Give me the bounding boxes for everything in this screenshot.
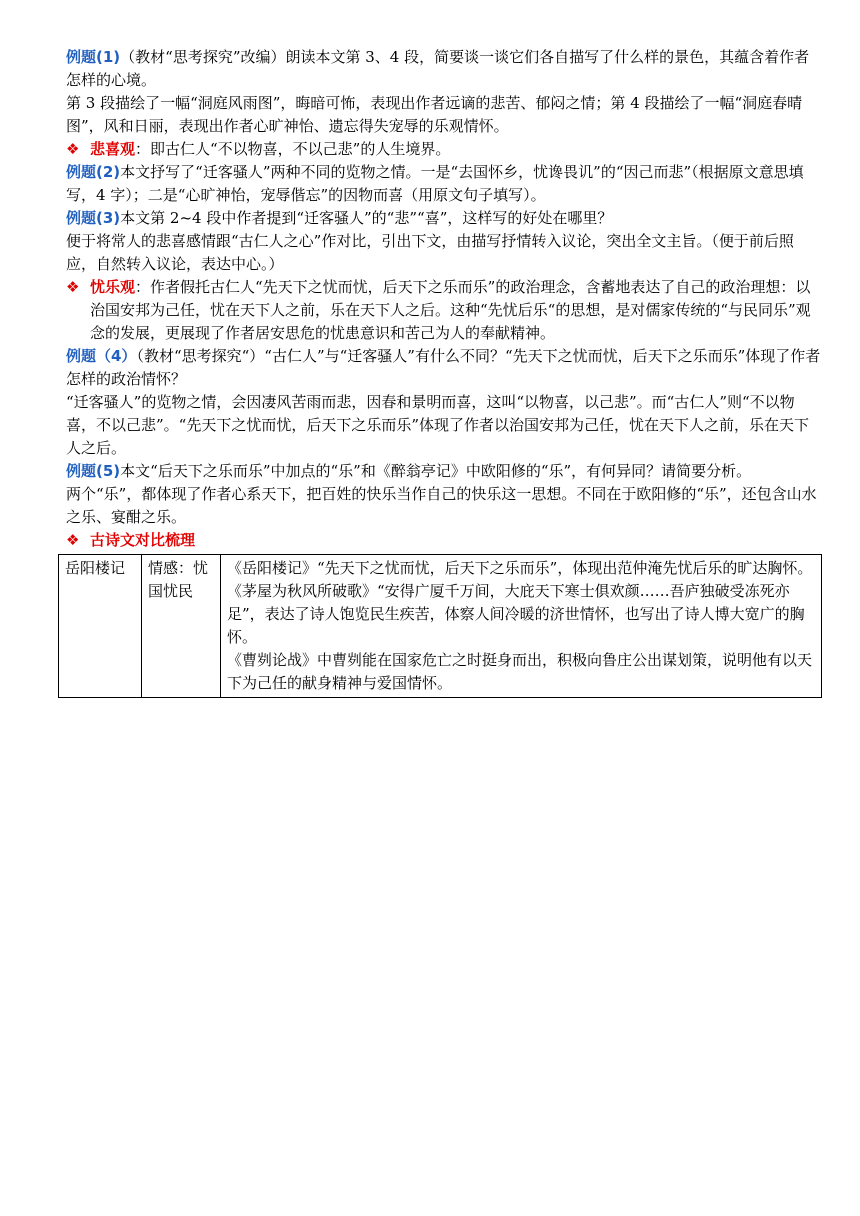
- document-page: [66, 46, 822, 698]
- example-5-answer: 两个“乐”，都体现了作者心系天下，把百姓的快乐当作自己的快乐这一思想。不同在于欧阳修的“乐”，还包含山水之乐、宴酣之乐。: [66, 485, 817, 526]
- beixi-label: 悲喜观: [90, 140, 136, 158]
- comparison-table: [58, 554, 822, 698]
- example-5-question-text: 本文“后天下之乐而乐”中加点的“乐”和《醉翁亭记》中欧阳修的“乐”，有何异同？请简要分析。: [120, 462, 752, 480]
- table-cell-content: [221, 555, 822, 698]
- example-3-question-text: 本文第 2~4 段中作者提到“迁客骚人”的“悲”“喜”，这样写的好处在哪里？: [120, 209, 613, 227]
- example-2-label: 例题(2): [66, 163, 121, 181]
- table-cell-emotion: 情感：忧国忧民: [142, 555, 221, 698]
- example-4-question: [66, 345, 822, 391]
- diamond-bullet-icon: ❖: [66, 278, 80, 296]
- example-1-question-text: （教材“思考探究”改编）朗读本文第 3、4 段，简要谈一谈它们各自描写了什么样的景色，其蕴含着作者怎样的心境。: [66, 48, 810, 89]
- example-5-question: [66, 460, 822, 483]
- compare-heading: [66, 529, 822, 552]
- beixi-section: [66, 138, 822, 161]
- table-line: 《岳阳楼记》“先天下之忧而忧，后天下之乐而乐”，体现出范仲淹先忧后乐的旷达胸怀。: [227, 559, 813, 577]
- diamond-bullet-icon: ❖: [66, 531, 80, 549]
- example-3-question: [66, 207, 822, 230]
- example-2: [66, 161, 822, 207]
- compare-heading-text: 古诗文对比梳理: [90, 531, 196, 549]
- table-line: 《茅屋为秋风所破歌》“安得广厦千万间，大庇天下寒士俱欢颜……吾庐独破受冻死亦足”，表达了诗人饱览民生疾苦，体察人间冷暖的济世情怀，也写出了诗人博大宽广的胸怀。: [227, 582, 805, 646]
- table-line: 《曹刿论战》中曹刿能在国家危亡之时挺身而出，积极向鲁庄公出谋划策，说明他有以天下为己任的献身精神与爱国情怀。: [227, 651, 813, 692]
- example-1-label: 例题(1): [66, 48, 121, 66]
- example-1-question: [66, 46, 822, 92]
- example-1-answer: 第 3 段描绘了一幅“洞庭风雨图”，晦暗可怖，表现出作者远谪的悲苦、郁闷之情；第 4 段描绘了一幅“洞庭春晴图”，风和日丽，表现出作者心旷神怡、遗忘得失宠辱的乐观情怀。: [66, 94, 803, 135]
- example-3-answer: 便于将常人的悲喜感情跟“古仁人之心”作对比，引出下文，由描写抒情转入议论，突出全文主旨。（便于前后照应，自然转入议论，表达中心。）: [66, 232, 794, 273]
- example-4-question-text: （教材“思考探究“）“古仁人”与“迁客骚人”有什么不同？“先天下之忧而忧，后天下之乐而乐”体现了作者怎样的政治情怀？: [66, 347, 821, 388]
- youle-label: 忧乐观: [90, 278, 136, 296]
- example-5-label: 例题(5): [66, 462, 121, 480]
- example-4-answer: “迁客骚人”的览物之情，会因凄风苦雨而悲，因春和景明而喜，这叫“以物喜，以己悲”。而“古仁人”则“不以物喜，不以己悲”。“先天下之忧而忧，后天下之乐而乐”体现了作者以治国安邦为己任，忧在天下人之前，乐在天下人之后。: [66, 393, 810, 457]
- youle-text: ：作者假托古仁人“先天下之忧而忧，后天下之乐而乐”的政治理念，含蓄地表达了自己的政治理想：以治国安邦为己任，忧在天下人之前，乐在天下人之后。这种“先忧后乐“的思想，是对儒家传统的“与民同乐”观念的发展，更展现了作者居安思危的忧患意识和苦己为人的奉献精神。: [90, 278, 811, 342]
- example-3-label: 例题(3): [66, 209, 121, 227]
- example-4-label: 例题（4）: [66, 347, 137, 365]
- diamond-bullet-icon: ❖: [66, 140, 80, 158]
- table-cell-title: 岳阳楼记: [59, 555, 142, 698]
- example-2-text: 本文抒写了“迁客骚人”两种不同的览物之情。一是“去国怀乡，忧谗畏讥”的“因己而悲”（根据原文意思填写，4 字）；二是“心旷神怡，宠辱偕忘”的因物而喜（用原文句子填写）。: [66, 163, 804, 204]
- table-row: [59, 555, 822, 698]
- youle-section: [66, 276, 822, 345]
- beixi-text: ：即古仁人“不以物喜，不以己悲”的人生境界。: [135, 140, 451, 158]
